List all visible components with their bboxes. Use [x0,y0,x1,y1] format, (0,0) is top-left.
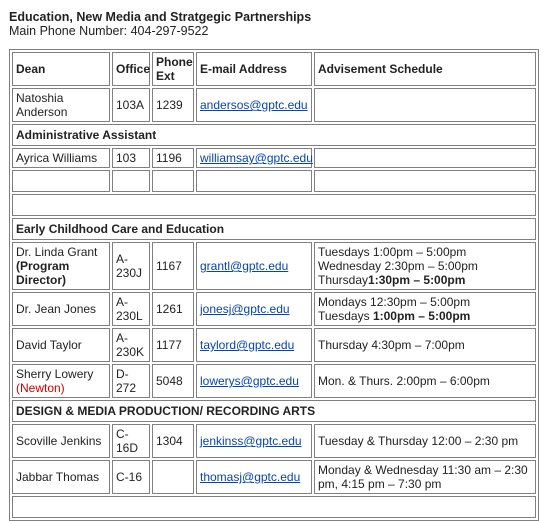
staff-name: Sherry Lowery [16,367,94,381]
name-cell: Natoshia Anderson [12,88,110,122]
schedule-line: Wednesday 2:30pm – 5:00pm [318,259,478,273]
name-cell [12,242,110,290]
schedule-cell [314,148,536,168]
name-cell: Jabbar Thomas [12,460,110,494]
schedule-cell: Thursday 4:30pm – 7:00pm [314,328,536,362]
schedule-cell [314,292,536,326]
empty-row [12,496,536,518]
schedule-time: 1:00pm – 5:00pm [372,309,471,323]
name-cell: Scoville Jenkins [12,424,110,458]
email-link[interactable]: lowerys@gptc.edu [200,374,299,388]
empty-row [12,170,536,192]
ext-cell: 1261 [152,292,194,326]
email-link[interactable]: thomasj@gptc.edu [200,470,301,484]
office-cell: A-230L [112,292,150,326]
email-cell [196,424,312,458]
schedule-cell: Tuesday & Thursday 12:00 – 2:30 pm [314,424,536,458]
office-cell: 103 [112,148,150,168]
email-link[interactable]: jenkinss@gptc.edu [200,434,302,448]
ext-cell: 5048 [152,364,194,398]
empty-row [12,194,536,216]
schedule-cell: Monday & Wednesday 11:30 am – 2:30 pm, 4:15 pm – 7:30 pm [314,460,536,494]
name-cell [12,364,110,398]
section-row [12,400,536,422]
section-early-childhood: Early Childhood Care and Education [12,218,536,240]
main-phone-number: Main Phone Number: 404-297-9522 [9,24,209,38]
table-row [12,328,536,362]
header-phone-ext: Phone Ext [152,52,194,86]
office-cell: D-272 [112,364,150,398]
table-row [12,148,536,168]
office-cell: C-16D [112,424,150,458]
table-row [12,88,536,122]
ext-cell [152,460,194,494]
email-cell [196,292,312,326]
section-row [12,124,536,146]
email-cell [196,242,312,290]
email-link[interactable]: taylord@gptc.edu [200,338,295,352]
staff-role: (Program Director) [16,259,70,287]
table-row [12,424,536,458]
page-title: Education, New Media and Stratgegic Partnerships [9,10,312,24]
office-cell: A-230K [112,328,150,362]
table-row [12,364,536,398]
name-cell: Dr. Jean Jones [12,292,110,326]
ext-cell: 1304 [152,424,194,458]
email-cell [196,88,312,122]
email-link[interactable]: jonesj@gptc.edu [200,302,290,316]
schedule-cell: Mon. & Thurs. 2:00pm – 6:00pm [314,364,536,398]
header-email: E-mail Address [196,52,312,86]
table-row [12,292,536,326]
email-cell [196,460,312,494]
schedule-day: Tuesdays [318,309,370,323]
schedule-cell [314,88,536,122]
email-link[interactable]: andersos@gptc.edu [200,98,308,112]
office-cell: A-230J [112,242,150,290]
ext-cell: 1177 [152,328,194,362]
schedule-time: 1:30pm – 5:00pm [368,273,466,287]
schedule-cell [314,242,536,290]
table-row [12,242,536,290]
ext-cell: 1167 [152,242,194,290]
table-row [12,460,536,494]
section-admin-assistant: Administrative Assistant [12,124,536,146]
name-cell: Ayrica Williams [12,148,110,168]
email-cell [196,364,312,398]
staff-name: Dr. Linda Grant [16,245,98,259]
table-header-row [12,52,536,86]
office-cell: 103A [112,88,150,122]
name-cell: David Taylor [12,328,110,362]
office-cell: C-16 [112,460,150,494]
email-link[interactable]: grantl@gptc.edu [200,259,289,273]
header-dean: Dean [12,52,110,86]
email-cell [196,328,312,362]
campus-location: (Newton) [16,381,65,395]
staff-table [9,49,539,521]
schedule-line: Tuesdays 1:00pm – 5:00pm [318,245,467,259]
schedule-line: Mondays 12:30pm – 5:00pm [318,295,471,309]
header-advisement: Advisement Schedule [314,52,536,86]
header-office: Office [112,52,150,86]
section-row [12,218,536,240]
section-design-media: DESIGN & MEDIA PRODUCTION/ RECORDING ARTS [12,400,536,422]
schedule-day: Thursday [318,273,369,287]
email-link[interactable]: williamsay@gptc.edu [200,151,313,165]
ext-cell: 1239 [152,88,194,122]
email-cell [196,148,312,168]
ext-cell: 1196 [152,148,194,168]
